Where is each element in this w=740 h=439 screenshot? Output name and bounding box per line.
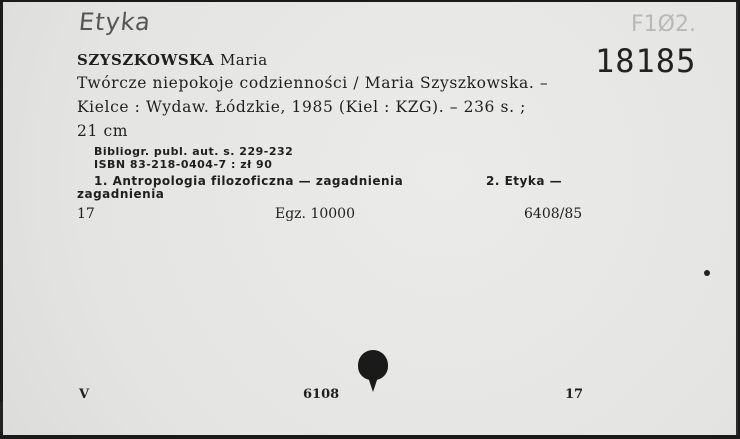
pencil-note: F1Ø2. [631, 12, 696, 37]
subject-2-continued: zagadnienia [77, 187, 165, 201]
subject-1: 1. Antropologia filozoficzna — zagadnienia [94, 174, 404, 188]
footer-right: 17 [565, 387, 584, 402]
size-line: 21 cm [77, 122, 129, 140]
catalog-card [3, 2, 738, 435]
subject-2: 2. Etyka — [486, 174, 563, 188]
author-surname: SZYSZKOWSKA [77, 51, 215, 69]
footer-middle: 6108 [303, 387, 340, 402]
isbn-note: ISBN 83-218-0404-7 : zł 90 [94, 158, 273, 171]
copy-count: Egz. 10000 [275, 206, 355, 222]
edge-mark [0, 402, 3, 432]
handwritten-heading: Etyka [77, 8, 153, 36]
author-given: Maria [219, 51, 268, 69]
class-number: 17 [77, 206, 95, 222]
footer-left: V [79, 387, 90, 402]
author-line [77, 51, 268, 69]
bibliography-note: Bibliogr. publ. aut. s. 229-232 [94, 145, 294, 158]
imprint-line: Kielce : Wydaw. Łódzkie, 1985 (Kiel : KZG). – 236 s. ; [77, 98, 526, 116]
stamp-number: 18185 [595, 42, 697, 80]
title-line: Twórcze niepokoje codzienności / Maria Szyszkowska. – [77, 74, 549, 92]
punch-hole [358, 350, 388, 380]
accession-number: 6408/85 [524, 206, 583, 222]
ink-dot [704, 270, 710, 276]
